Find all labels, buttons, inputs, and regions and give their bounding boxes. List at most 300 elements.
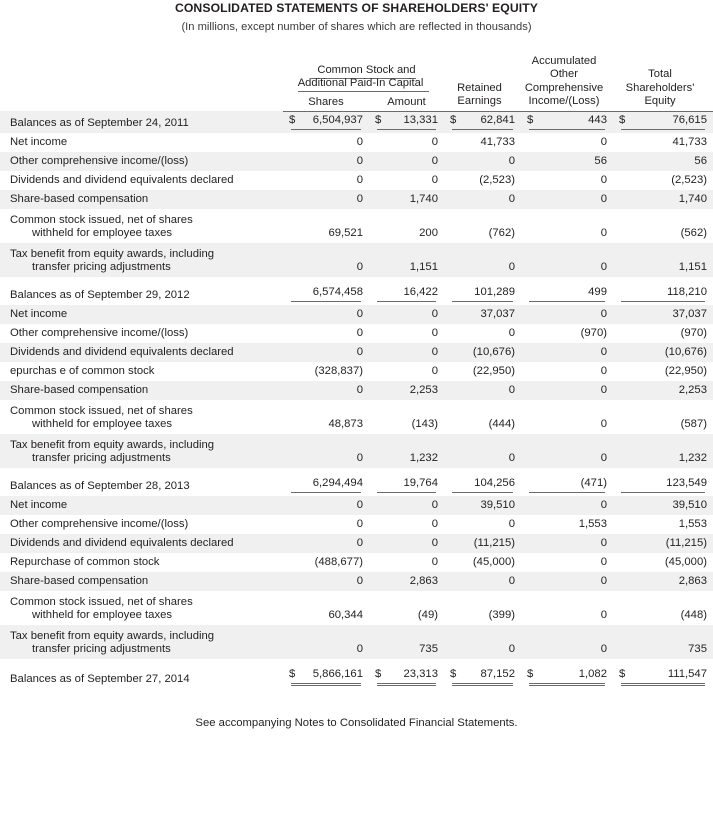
row-label (0, 305, 283, 324)
row-label (0, 434, 283, 468)
cell-value: 6,504,937 (312, 113, 363, 126)
rule-line (291, 492, 361, 493)
rule-line (621, 492, 705, 493)
table-row (0, 243, 713, 277)
header-common-stock-line2: Additional Paid-In Capital (297, 77, 424, 90)
cell-amount (369, 171, 444, 190)
row-label-line1: Balances as of September 28, 2013 (10, 479, 190, 492)
cell-value: 1,740 (409, 192, 438, 205)
cell-value: 60,344 (328, 608, 363, 621)
cell-retained (444, 434, 521, 468)
cell-aoci (521, 111, 613, 133)
cell-shares (283, 381, 369, 400)
cell-shares (283, 243, 369, 277)
cell-shares (283, 625, 369, 659)
cell-aoci (521, 468, 613, 496)
cell-value: 0 (431, 135, 438, 148)
currency-symbol: $ (527, 113, 534, 126)
header-retained-line1: Retained (457, 81, 502, 94)
cell-aoci (521, 534, 613, 553)
rule-line-2 (291, 685, 361, 686)
cell-retained (444, 209, 521, 243)
cell-value-money (525, 668, 607, 681)
cell-value: 735 (688, 642, 707, 655)
cell-value: 0 (508, 383, 515, 396)
currency-symbol: $ (450, 667, 457, 680)
cell-total (613, 324, 713, 343)
cell-retained (444, 659, 521, 690)
cell-value: 76,615 (672, 113, 707, 126)
cell-value: 0 (600, 536, 607, 549)
cell-aoci (521, 324, 613, 343)
cell-value: 0 (600, 192, 607, 205)
cell-value: 0 (600, 226, 607, 239)
cell-retained (444, 133, 521, 152)
header-retained-line2: Earnings (457, 95, 502, 108)
cell-shares (283, 553, 369, 572)
currency-symbol: $ (619, 113, 626, 126)
cell-amount (369, 209, 444, 243)
cell-value: 13,331 (403, 113, 438, 126)
rule-line (452, 129, 513, 130)
cell-value: 0 (356, 383, 363, 396)
cell-value: 2,863 (409, 574, 438, 587)
cell-total (613, 625, 713, 659)
cell-aoci (521, 343, 613, 362)
table-row (0, 515, 713, 534)
cell-retained (444, 572, 521, 591)
cell-value: 0 (356, 135, 363, 148)
cell-value: 37,037 (480, 307, 515, 320)
cell-retained (444, 277, 521, 305)
row-label-line1: Net income (10, 498, 68, 511)
table-row (0, 625, 713, 659)
cell-amount (369, 534, 444, 553)
page-subtitle: (In millions, except number of shares which are reflected in thousands) (181, 21, 532, 33)
cell-value: 2,253 (678, 383, 707, 396)
cell-retained (444, 381, 521, 400)
cell-retained (444, 243, 521, 277)
row-label-line1: Repurchase of common stock (10, 555, 160, 568)
header-aoci-line2: Other (550, 68, 578, 81)
table-row (0, 400, 713, 434)
cell-value: (444) (488, 417, 515, 430)
currency-symbol: $ (619, 667, 626, 680)
table-row-balance (0, 277, 713, 305)
table-row (0, 534, 713, 553)
rule-line (291, 301, 361, 302)
cell-shares (283, 591, 369, 625)
header-total-line3: Equity (644, 95, 676, 108)
cell-amount (369, 400, 444, 434)
cell-value: (399) (488, 608, 515, 621)
cell-value: 2,253 (409, 383, 438, 396)
table-row (0, 152, 713, 171)
cell-value-money (373, 114, 438, 127)
row-label-line1: Common stock issued, net of shares (10, 404, 193, 417)
footer-note: See accompanying Notes to Consolidated Financial Statements. (195, 717, 518, 730)
cell-total (613, 209, 713, 243)
cell-value-money (287, 668, 363, 681)
table-row (0, 362, 713, 381)
cell-value: (11,215) (473, 536, 515, 549)
row-label-line1: Other comprehensive income/(loss) (10, 326, 189, 339)
cell-value: (45,000) (472, 555, 515, 568)
row-label-line1: Balances as of September 29, 2012 (10, 288, 190, 301)
cell-amount (369, 243, 444, 277)
currency-symbol: $ (527, 667, 534, 680)
cell-value: 0 (356, 307, 363, 320)
cell-value: 0 (600, 642, 607, 655)
cell-value: 0 (600, 555, 607, 568)
table-row (0, 434, 713, 468)
row-label-line1: Tax benefit from equity awards, including (10, 438, 215, 451)
cell-value: 0 (356, 326, 363, 339)
table-header (0, 55, 713, 111)
row-label (0, 625, 283, 659)
cell-aoci (521, 625, 613, 659)
table-row (0, 324, 713, 343)
table-row (0, 343, 713, 362)
cell-aoci (521, 572, 613, 591)
cell-value: 111,547 (667, 667, 707, 680)
cell-amount (369, 553, 444, 572)
cell-amount (369, 659, 444, 690)
cell-value: 0 (508, 574, 515, 587)
cell-value: 0 (600, 173, 607, 186)
cell-shares (283, 362, 369, 381)
rule-line (291, 129, 361, 130)
cell-shares (283, 171, 369, 190)
row-label (0, 572, 283, 591)
row-label-line1: Net income (10, 307, 68, 320)
cell-value: (10,676) (472, 345, 515, 358)
cell-value: 499 (588, 285, 607, 298)
cell-value-money (448, 668, 515, 681)
row-label (0, 400, 283, 434)
cell-shares (283, 534, 369, 553)
cell-value: 0 (356, 536, 363, 549)
cell-total (613, 133, 713, 152)
row-label-line2: transfer pricing adjustments (32, 451, 171, 464)
cell-retained (444, 591, 521, 625)
rule-line (452, 301, 513, 302)
cell-value: 1,232 (409, 451, 438, 464)
row-label (0, 496, 283, 515)
cell-retained (444, 553, 521, 572)
header-aoci-line4: Income/(Loss) (528, 95, 600, 108)
cell-shares (283, 515, 369, 534)
cell-total (613, 152, 713, 171)
cell-value: 0 (431, 154, 438, 167)
header-common-stock-group (283, 55, 444, 92)
cell-retained (444, 171, 521, 190)
cell-value: 5,866,161 (312, 667, 363, 680)
row-label (0, 343, 283, 362)
cell-shares (283, 277, 369, 305)
currency-symbol: $ (375, 667, 382, 680)
cell-amount (369, 305, 444, 324)
cell-total (613, 343, 713, 362)
cell-shares (283, 209, 369, 243)
cell-aoci (521, 659, 613, 690)
cell-aoci (521, 152, 613, 171)
row-label (0, 277, 283, 305)
row-label-line1: Common stock issued, net of shares (10, 213, 193, 226)
cell-total (613, 111, 713, 133)
rule-line (291, 683, 361, 684)
cell-value: 101,289 (474, 285, 515, 298)
cell-total (613, 243, 713, 277)
currency-symbol: $ (375, 113, 382, 126)
row-label (0, 111, 283, 133)
header-blank-2 (0, 92, 283, 111)
cell-value: 16,422 (403, 285, 438, 298)
cell-value: 104,256 (474, 476, 515, 489)
cell-aoci (521, 496, 613, 515)
cell-value: 0 (431, 173, 438, 186)
cell-aoci (521, 190, 613, 209)
table-row (0, 553, 713, 572)
cell-shares (283, 190, 369, 209)
cell-value: (11,215) (665, 536, 707, 549)
cell-shares (283, 343, 369, 362)
header-amount: Amount (387, 96, 426, 109)
rule-line (621, 129, 705, 130)
cell-shares (283, 659, 369, 690)
cell-aoci (521, 277, 613, 305)
row-label (0, 591, 283, 625)
cell-amount (369, 152, 444, 171)
cell-value: (587) (680, 417, 707, 430)
cell-total (613, 434, 713, 468)
rule-line (452, 683, 513, 684)
row-label-line2: withheld for employee taxes (32, 226, 173, 239)
cell-value: 0 (508, 260, 515, 273)
header-common-stock-line1: Common Stock and (317, 63, 416, 76)
cell-shares (283, 111, 369, 133)
cell-value: (970) (580, 326, 607, 339)
title-block (0, 0, 713, 35)
cell-total (613, 277, 713, 305)
cell-retained (444, 324, 521, 343)
cell-value: 1,151 (409, 260, 438, 273)
cell-value: 69,521 (328, 226, 363, 239)
cell-retained (444, 362, 521, 381)
header-total-line2: Shareholders' (625, 81, 695, 94)
row-label-line2: withheld for employee taxes (32, 417, 173, 430)
rule-line (529, 301, 605, 302)
table-row-balance (0, 468, 713, 496)
cell-shares (283, 305, 369, 324)
cell-value-money (448, 114, 515, 127)
cell-value: 37,037 (672, 307, 707, 320)
cell-value: 23,313 (403, 667, 438, 680)
cell-value: 2,863 (678, 574, 707, 587)
cell-retained (444, 190, 521, 209)
cell-amount (369, 111, 444, 133)
row-label (0, 381, 283, 400)
cell-total (613, 400, 713, 434)
cell-aoci (521, 591, 613, 625)
cell-value: 0 (508, 326, 515, 339)
cell-aoci (521, 362, 613, 381)
cell-amount (369, 133, 444, 152)
cell-value-money (525, 114, 607, 127)
cell-amount (369, 434, 444, 468)
cell-amount (369, 381, 444, 400)
cell-total (613, 362, 713, 381)
cell-aoci (521, 553, 613, 572)
cell-shares (283, 496, 369, 515)
cell-total (613, 659, 713, 690)
cell-aoci (521, 381, 613, 400)
cell-amount (369, 343, 444, 362)
row-label (0, 659, 283, 690)
cell-value: 0 (600, 574, 607, 587)
header-shares: Shares (308, 96, 344, 109)
row-label (0, 190, 283, 209)
cell-value: (2,523) (479, 173, 515, 186)
rule-line (529, 492, 605, 493)
cell-value: (762) (488, 226, 515, 239)
cell-value: 1,082 (578, 667, 607, 680)
cell-retained (444, 152, 521, 171)
cell-aoci (521, 171, 613, 190)
cell-value: 1,553 (678, 517, 707, 530)
cell-value: 1,740 (678, 192, 707, 205)
cell-value: (2,523) (671, 173, 707, 186)
row-label-line1: Other comprehensive income/(loss) (10, 154, 189, 167)
currency-symbol: $ (289, 113, 296, 126)
cell-amount (369, 468, 444, 496)
cell-shares (283, 324, 369, 343)
cell-value: 0 (431, 498, 438, 511)
header-total-equity (613, 55, 713, 111)
cell-value-money (617, 114, 707, 127)
cell-value: 0 (356, 173, 363, 186)
cell-value: 0 (600, 417, 607, 430)
cell-shares (283, 133, 369, 152)
cell-amount (369, 625, 444, 659)
cell-total (613, 381, 713, 400)
cell-amount (369, 496, 444, 515)
row-label-line1: Dividends and dividend equivalents declared (10, 536, 234, 549)
cell-total (613, 190, 713, 209)
header-blank (0, 55, 283, 92)
row-label-line1: Share-based compensation (10, 574, 149, 587)
cell-value: 41,733 (672, 135, 707, 148)
cell-retained (444, 515, 521, 534)
cell-retained (444, 305, 521, 324)
cell-value-money (287, 114, 363, 127)
cell-amount (369, 572, 444, 591)
cell-value: 6,574,458 (312, 285, 363, 298)
cell-aoci (521, 434, 613, 468)
cell-value: 0 (431, 517, 438, 530)
table-row (0, 190, 713, 209)
row-label-line1: Balances as of September 24, 2011 (10, 116, 189, 129)
cell-value: 0 (356, 517, 363, 530)
table-row (0, 381, 713, 400)
cell-value: 0 (600, 383, 607, 396)
cell-value: (562) (680, 226, 707, 239)
cell-shares (283, 434, 369, 468)
cell-value: 0 (431, 536, 438, 549)
cell-value: 0 (508, 642, 515, 655)
cell-value: 0 (508, 192, 515, 205)
cell-value: 118,210 (667, 285, 707, 298)
rule-line-2 (452, 685, 513, 686)
table-row (0, 171, 713, 190)
cell-amount (369, 277, 444, 305)
row-label-line1: Other comprehensive income/(loss) (10, 517, 189, 530)
cell-value: 39,510 (672, 498, 707, 511)
cell-value: 41,733 (480, 135, 515, 148)
row-label-line1: Dividends and dividend equivalents declared (10, 345, 234, 358)
cell-retained (444, 343, 521, 362)
table-row-balance (0, 659, 713, 690)
cell-total (613, 496, 713, 515)
cell-value: 1,232 (678, 451, 707, 464)
cell-value-money (617, 668, 707, 681)
cell-amount (369, 190, 444, 209)
cell-value: 56 (594, 154, 607, 167)
cell-amount (369, 515, 444, 534)
table-row (0, 496, 713, 515)
cell-value: (143) (411, 417, 438, 430)
cell-value: 6,294,494 (312, 476, 363, 489)
cell-total (613, 553, 713, 572)
cell-value: 0 (431, 364, 438, 377)
table-row (0, 591, 713, 625)
cell-value: 1,553 (578, 517, 607, 530)
cell-value: (45,000) (664, 555, 707, 568)
cell-value: (22,950) (472, 364, 515, 377)
cell-value: (471) (580, 476, 607, 489)
cell-retained (444, 400, 521, 434)
row-label (0, 468, 283, 496)
row-label (0, 515, 283, 534)
header-total-line1: Total (648, 68, 672, 81)
row-label (0, 243, 283, 277)
cell-value: 0 (356, 498, 363, 511)
cell-value: 123,549 (666, 476, 707, 489)
cell-total (613, 515, 713, 534)
cell-value-money (373, 668, 438, 681)
rule-line (377, 129, 436, 130)
row-label (0, 362, 283, 381)
shareholders-equity-table (0, 55, 713, 689)
header-aoci-line1: Accumulated (531, 55, 597, 67)
rule-line (377, 492, 436, 493)
rule-line (621, 301, 705, 302)
cell-value: 56 (694, 154, 707, 167)
cell-value: 19,764 (403, 476, 438, 489)
cell-retained (444, 496, 521, 515)
header-aoci-line3: Comprehensive (524, 81, 604, 94)
cell-value: 0 (600, 608, 607, 621)
cell-shares (283, 400, 369, 434)
cell-value: 0 (600, 451, 607, 464)
cell-value: (488,677) (314, 555, 363, 568)
header-row-group (0, 55, 713, 92)
table-row (0, 209, 713, 243)
header-aoci (521, 55, 613, 111)
row-label-line1: epurchas e of common stock (10, 364, 155, 377)
row-label-line1: Balances as of September 27, 2014 (10, 673, 190, 686)
rule-line (377, 683, 436, 684)
